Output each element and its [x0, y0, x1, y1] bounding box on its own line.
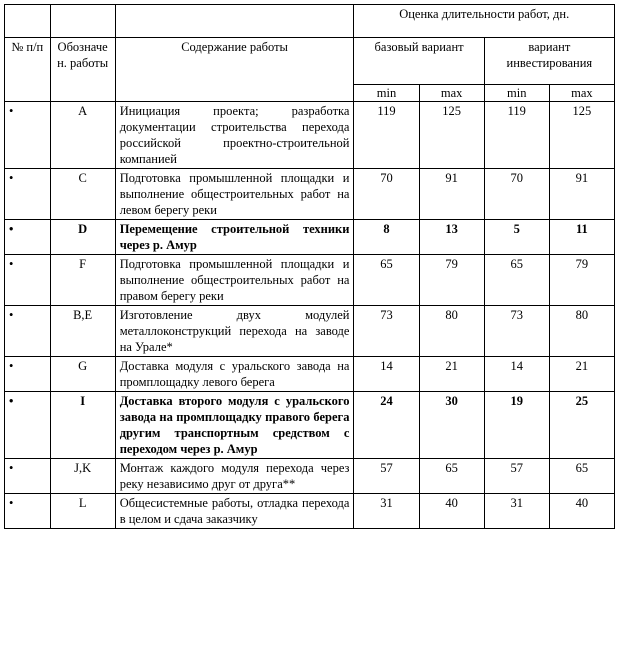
invest-max-value: 21 — [549, 357, 614, 392]
header-description: Содержание работы — [115, 38, 354, 102]
row-bullet: • — [5, 255, 51, 306]
table-row — [5, 357, 615, 392]
invest-min-value: 19 — [484, 392, 549, 459]
work-code: J,K — [50, 459, 115, 494]
invest-min-value: 65 — [484, 255, 549, 306]
work-description: Общесистемные работы, отладка перехода в целом и сдача заказчику — [115, 494, 354, 529]
row-bullet: • — [5, 169, 51, 220]
base-max-value: 13 — [419, 220, 484, 255]
header-invest-variant: вариант инвестирования — [484, 38, 614, 85]
invest-max-value: 11 — [549, 220, 614, 255]
table-row — [5, 169, 615, 220]
invest-min-value: 57 — [484, 459, 549, 494]
table-row — [5, 306, 615, 357]
header-number: № п/п — [5, 38, 51, 102]
work-description: Изготовление двух модулей металлоконструкций перехода на заводе на Урале* — [115, 306, 354, 357]
invest-min-value: 70 — [484, 169, 549, 220]
work-description: Доставка модуля с уральского завода на промплощадку левого берега — [115, 357, 354, 392]
row-bullet: • — [5, 306, 51, 357]
table-row — [5, 494, 615, 529]
base-max-value: 65 — [419, 459, 484, 494]
work-description: Монтаж каждого модуля перехода через реку независимо друг от друга** — [115, 459, 354, 494]
invest-max-value: 25 — [549, 392, 614, 459]
work-code: D — [50, 220, 115, 255]
invest-max-value: 65 — [549, 459, 614, 494]
header-base-max: max — [419, 85, 484, 102]
work-code: F — [50, 255, 115, 306]
invest-min-value: 5 — [484, 220, 549, 255]
work-code: L — [50, 494, 115, 529]
header-estimate: Оценка длительности работ, дн. — [354, 5, 615, 38]
invest-min-value: 73 — [484, 306, 549, 357]
work-code: G — [50, 357, 115, 392]
work-description: Перемещение строительной техники через р. Амур — [115, 220, 354, 255]
row-bullet: • — [5, 459, 51, 494]
row-bullet: • — [5, 392, 51, 459]
base-min-value: 31 — [354, 494, 419, 529]
header-blank-1 — [5, 5, 51, 38]
row-bullet: • — [5, 220, 51, 255]
work-description: Подготовка промышленной площадки и выполнение общестроительных работ на правом берегу реки — [115, 255, 354, 306]
work-code: B,E — [50, 306, 115, 357]
invest-min-value: 119 — [484, 102, 549, 169]
work-code: A — [50, 102, 115, 169]
invest-max-value: 91 — [549, 169, 614, 220]
table-row — [5, 102, 615, 169]
work-duration-table — [4, 4, 615, 529]
invest-max-value: 79 — [549, 255, 614, 306]
work-code: C — [50, 169, 115, 220]
base-min-value: 73 — [354, 306, 419, 357]
base-max-value: 80 — [419, 306, 484, 357]
table-row — [5, 459, 615, 494]
table-row — [5, 220, 615, 255]
work-code: I — [50, 392, 115, 459]
header-invest-min: min — [484, 85, 549, 102]
base-min-value: 24 — [354, 392, 419, 459]
row-bullet: • — [5, 102, 51, 169]
work-description: Подготовка промышленной площадки и выполнение общестроительных работ на левом берегу реки — [115, 169, 354, 220]
invest-max-value: 40 — [549, 494, 614, 529]
row-bullet: • — [5, 357, 51, 392]
base-max-value: 40 — [419, 494, 484, 529]
header-base-min: min — [354, 85, 419, 102]
base-max-value: 21 — [419, 357, 484, 392]
invest-max-value: 125 — [549, 102, 614, 169]
header-code: Обозначе н. работы — [50, 38, 115, 102]
header-invest-max: max — [549, 85, 614, 102]
base-min-value: 14 — [354, 357, 419, 392]
work-description: Инициация проекта; разработка документации строительства перехода российской проектно-строительной компанией — [115, 102, 354, 169]
base-max-value: 79 — [419, 255, 484, 306]
base-min-value: 119 — [354, 102, 419, 169]
invest-min-value: 14 — [484, 357, 549, 392]
table-row — [5, 255, 615, 306]
table-body — [5, 102, 615, 529]
header-blank-2 — [50, 5, 115, 38]
invest-max-value: 80 — [549, 306, 614, 357]
base-min-value: 70 — [354, 169, 419, 220]
base-max-value: 125 — [419, 102, 484, 169]
header-base-variant: базовый вариант — [354, 38, 484, 85]
invest-min-value: 31 — [484, 494, 549, 529]
base-min-value: 8 — [354, 220, 419, 255]
base-max-value: 30 — [419, 392, 484, 459]
base-min-value: 65 — [354, 255, 419, 306]
row-bullet: • — [5, 494, 51, 529]
table-row — [5, 392, 615, 459]
header-blank-3 — [115, 5, 354, 38]
work-description: Доставка второго модуля с уральского завода на промплощадку правого берега другим транспортным средством с переходом через р. Амур — [115, 392, 354, 459]
base-max-value: 91 — [419, 169, 484, 220]
base-min-value: 57 — [354, 459, 419, 494]
